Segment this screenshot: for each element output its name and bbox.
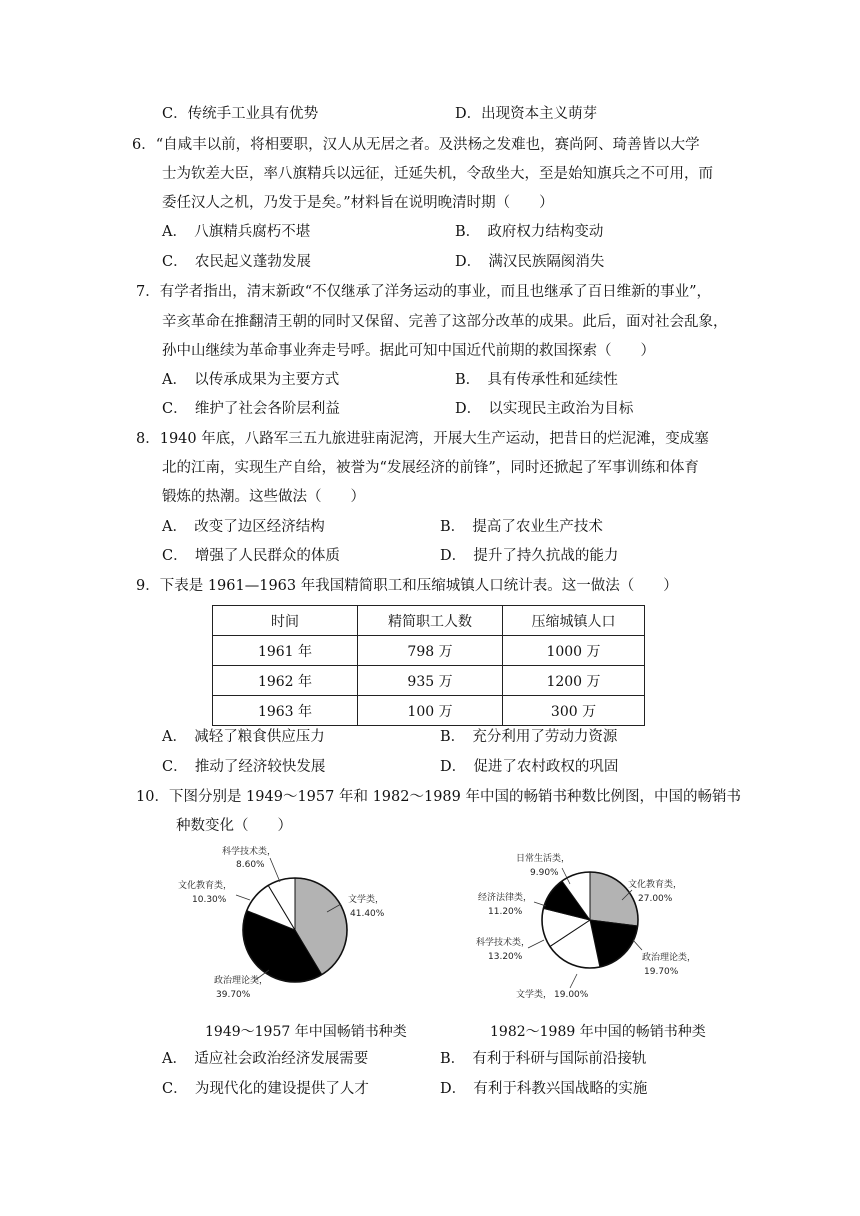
q7-line-3: 孙中山继续为革命事业奔走号呼。据此可知中国近代前期的救国探索（ ） (162, 343, 655, 359)
q7-line-2: 辛亥革命在推翻清王朝的同时又保留、完善了这部分改革的成果。此后，面对社会乱象， (162, 314, 728, 330)
q8-option-b: B． 提高了农业生产技术 (440, 519, 603, 535)
pie-chart-1949-1957 (170, 840, 410, 1015)
q8-option-a: A． 改变了边区经济结构 (162, 519, 325, 535)
q6-option-d: D． 满汉民族隔阂消失 (455, 254, 605, 270)
slice-value: 13.20% (488, 952, 523, 962)
slice-label: 文学类， (348, 895, 385, 905)
statistics-table (212, 605, 645, 726)
q7-option-c: C． 维护了社会各阶层利益 (162, 401, 340, 417)
slice-value: 27.00% (638, 894, 673, 904)
slice-value: 11.20% (488, 907, 523, 917)
q10-option-c: C． 为现代化的建设提供了人才 (162, 1081, 369, 1097)
slice-label: 日常生活类， (516, 854, 571, 864)
q5-option-c: C．传统手工业具有优势 (162, 106, 319, 122)
q9-line-1: 9．下表是 1961—1963 年我国精简职工和压缩城镇人口统计表。这一做法（ ） (136, 578, 678, 594)
pie-chart-1982-1989 (470, 848, 710, 1008)
table-cell: 1962 年 (213, 666, 358, 696)
q8-option-d: D． 提升了持久抗战的能力 (440, 548, 619, 564)
q9-option-b: B． 充分利用了劳动力资源 (440, 729, 618, 745)
q10-line-2: 种数变化（ ） (176, 818, 292, 834)
slice-value: 9.90% (530, 868, 559, 878)
table-cell: 1200 万 (503, 666, 645, 696)
slice-value: 8.60% (236, 860, 265, 870)
q6-option-a: A． 八旗精兵腐朽不堪 (162, 224, 311, 240)
slice-value: 19.00% (554, 990, 589, 1000)
slice-value: 10.30% (192, 895, 227, 905)
slice-label: 文化教育类， (178, 881, 233, 891)
q7-option-a: A． 以传承成果为主要方式 (162, 372, 340, 388)
slice-label: 经济法律类， (478, 893, 533, 903)
pie-1-caption: 1949～1957 年中国畅销书种类 (205, 1024, 407, 1040)
table-cell: 100 万 (358, 696, 503, 726)
q8-line-2: 北的江南，实现生产自给，被誉为“发展经济的前锋”，同时还掀起了军事训练和体育 (162, 460, 699, 476)
q10-option-b: B． 有利于科研与国际前沿接轨 (440, 1051, 647, 1067)
q9-option-d: D． 促进了农村政权的巩固 (440, 759, 619, 775)
table-cell: 798 万 (358, 636, 503, 666)
q8-line-1: 8．1940 年底，八路军三五九旅进驻南泥湾，开展大生产运动，把昔日的烂泥滩，变成塞 (136, 431, 709, 447)
leader-line (270, 858, 280, 882)
q9-option-c: C． 推动了经济较快发展 (162, 759, 326, 775)
q6-line-1: 6．“自咸丰以前，将相要职，汉人从无居之者。及洪杨之发难也，赛尚阿、琦善皆以大学 (132, 137, 700, 153)
table-row (213, 636, 645, 666)
q8-option-c: C． 增强了人民群众的体质 (162, 548, 340, 564)
table-cell: 935 万 (358, 666, 503, 696)
q6-line-2: 士为钦差大臣，率八旗精兵以远征，迁延失机，令敌坐大，至是始知旗兵之不可用，而 (162, 166, 713, 182)
q6-option-b: B． 政府权力结构变动 (455, 224, 604, 240)
q5-option-d: D．出现资本主义萌芽 (455, 106, 598, 122)
table-row (213, 696, 645, 726)
table-cell: 300 万 (503, 696, 645, 726)
pie-2-caption: 1982～1989 年中国的畅销书种类 (490, 1024, 706, 1040)
q6-option-c: C． 农民起义蓬勃发展 (162, 254, 311, 270)
q10-line-1: 10．下图分别是 1949～1957 年和 1982～1989 年中国的畅销书种数比例图，中国的畅销书 (136, 789, 741, 805)
slice-label: 政治理论类， (642, 953, 697, 963)
table-header-cell: 时间 (213, 606, 358, 636)
q7-option-d: D． 以实现民主政治为目标 (455, 401, 634, 417)
slice-value: 19.70% (644, 967, 679, 977)
q10-option-a: A． 适应社会政治经济发展需要 (162, 1051, 369, 1067)
q6-line-3: 委任汉人之机，乃发于是矣。”材料旨在说明晚清时期（ ） (162, 195, 554, 211)
slice-label: 文化教育类， (628, 880, 683, 890)
table-cell: 1963 年 (213, 696, 358, 726)
table-cell: 1961 年 (213, 636, 358, 666)
q7-line-1: 7．有学者指出，清末新政“不仅继承了洋务运动的事业，而且也继承了百日维新的事业”， (136, 284, 712, 300)
q8-line-3: 锻炼的热潮。这些做法（ ） (162, 489, 365, 505)
q7-option-b: B． 具有传承性和延续性 (455, 372, 618, 388)
table-cell: 1000 万 (503, 636, 645, 666)
leader-line (528, 940, 544, 948)
slice-value: 41.40% (350, 909, 385, 919)
slice-label: 科学技术类， (222, 847, 277, 857)
q10-option-d: D． 有利于科教兴国战略的实施 (440, 1081, 648, 1097)
table-header-row (213, 606, 645, 636)
slice-value: 39.70% (216, 990, 251, 1000)
q9-option-a: A． 减轻了粮食供应压力 (162, 729, 325, 745)
leader-line (633, 940, 642, 950)
table-row (213, 666, 645, 696)
slice-label: 政治理论类， (214, 976, 269, 986)
leader-line (236, 895, 250, 900)
leader-line (570, 974, 577, 988)
table-header-cell: 压缩城镇人口 (503, 606, 645, 636)
table-header-cell: 精简职工人数 (358, 606, 503, 636)
slice-label: 文学类， (516, 990, 553, 1000)
slice-label: 科学技术类， (476, 938, 531, 948)
